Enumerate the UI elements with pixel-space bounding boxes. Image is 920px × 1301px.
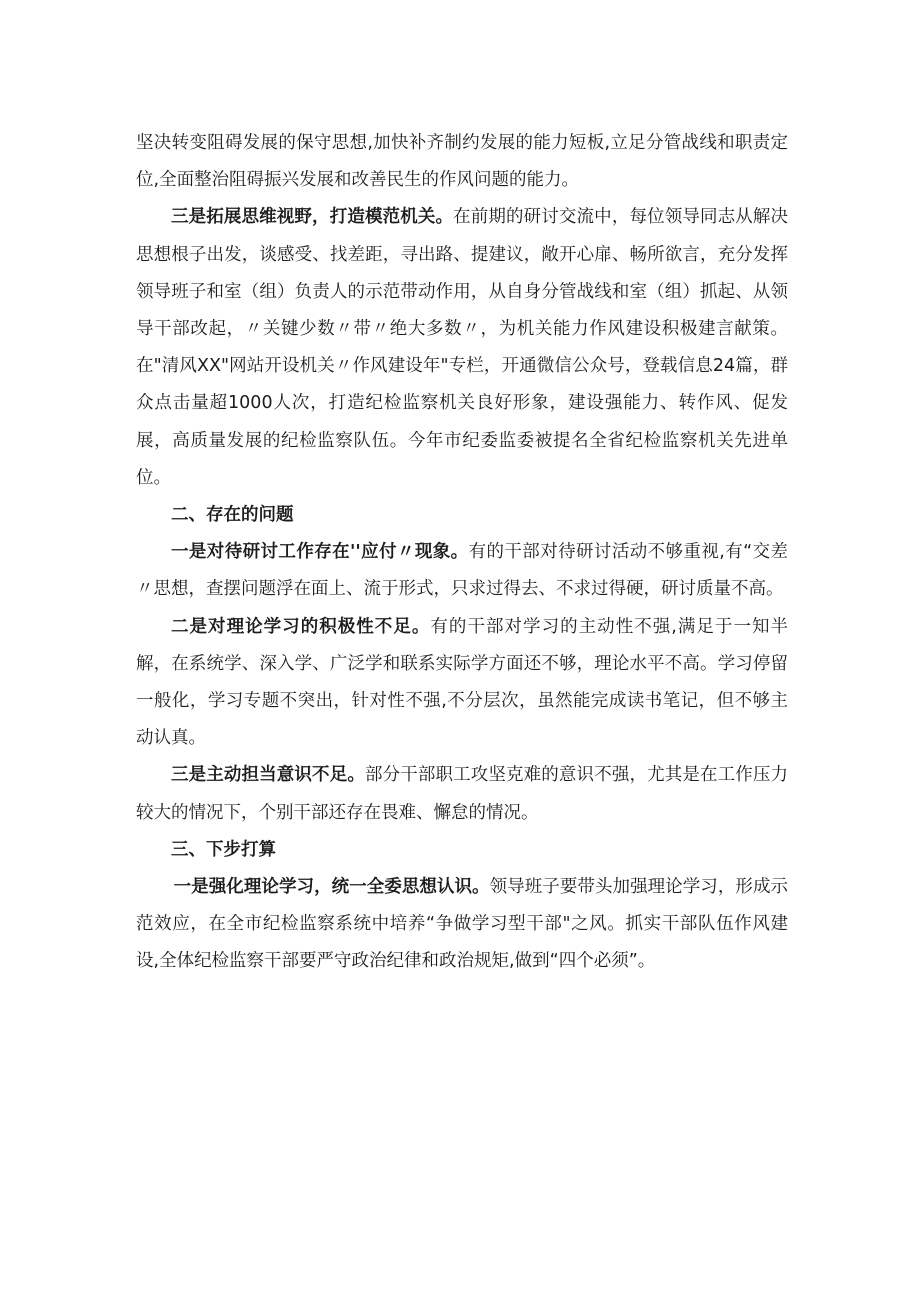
paragraph-text-perfunctory: 有的干部对待研讨活动不够重视,有“交差〃思想，查摆问题浮在面上、流于形式，只求过得去、不求过得硬，研讨质量不高。: [136, 542, 788, 600]
paragraph-responsibility: [136, 757, 788, 831]
paragraph-lead-perfunctory: 一是对待研讨工作存在''应付〃现象。: [171, 542, 469, 563]
paragraph-expand-vision: [136, 199, 788, 497]
paragraph-text-responsibility: 部分干部职工攻坚克难的意识不强，尤其是在工作压力较大的情况下，个别干部还存在畏难、懈怠的情况。: [136, 765, 789, 823]
paragraph-theory-study: [136, 609, 788, 758]
paragraph-text-strengthen-theory: 领导班子要带头加强理论学习，形成示范效应，在全市纪检监察系统中培养“争做学习型干部"之风。抓实干部队伍作风建设,全体纪检监察干部要严守政治纪律和政治规矩,做到“四个必须”。: [136, 877, 789, 972]
section-heading-next-steps: 三、下步打算: [171, 839, 276, 860]
paragraph-text-theory-study: 有的干部对学习的主动性不强,满足于一知半解，在系统学、深入学、广泛学和联系实际学方面还不够，理论水平不高。学习停留一般化，学习专题不突出，针对性不强,不分层次，虽然能完成读书笔记，但不够主动认真。: [136, 616, 789, 749]
document-body: [136, 125, 788, 981]
paragraph-lead-theory-study: 二是对理论学习的积极性不足。: [171, 616, 431, 637]
paragraph-perfunctory: [136, 534, 788, 608]
paragraph-lead-strengthen-theory: 一是强化理论学习，统一全委思想认识。: [173, 877, 490, 898]
paragraph-strengthen-theory: [136, 869, 788, 981]
section-heading-problems: 二、存在的问题: [171, 505, 294, 526]
paragraph-lead-expand-vision: 三是拓展思维视野，打造模范机关。: [171, 207, 454, 228]
paragraph-text-expand-vision: 在前期的研讨交流中，每位领导同志从解决思想根子出发，谈感受、找差距，寻出路、提建议，敞开心扉、畅所欲言，充分发挥领导班子和室（组）负责人的示范带动作用，从自身分管战线和室（组）抓起、从领导干部改起，〃关键少数〃带〃绝大多数〃，为机关能力作风建设积极建言献策。在"清风XX"网站开设机关〃作风建设年"专栏，开通微信公众号，登载信息24篇，群众点击量超1000人次，打造纪检监察机关良好形象，建设强能力、转作风、促发展，高质量发展的纪检监察队伍。今年市纪委监委被提名全省纪检监察机关先进单位。: [136, 207, 789, 488]
paragraph-lead-responsibility: 三是主动担当意识不足。: [171, 765, 365, 786]
paragraph-continuation: 坚决转变阻碍发展的保守思想,加快补齐制约发展的能力短板,立足分管战线和职责定位,全面整治阻碍振兴发展和改善民生的作风问题的能力。: [136, 133, 788, 191]
